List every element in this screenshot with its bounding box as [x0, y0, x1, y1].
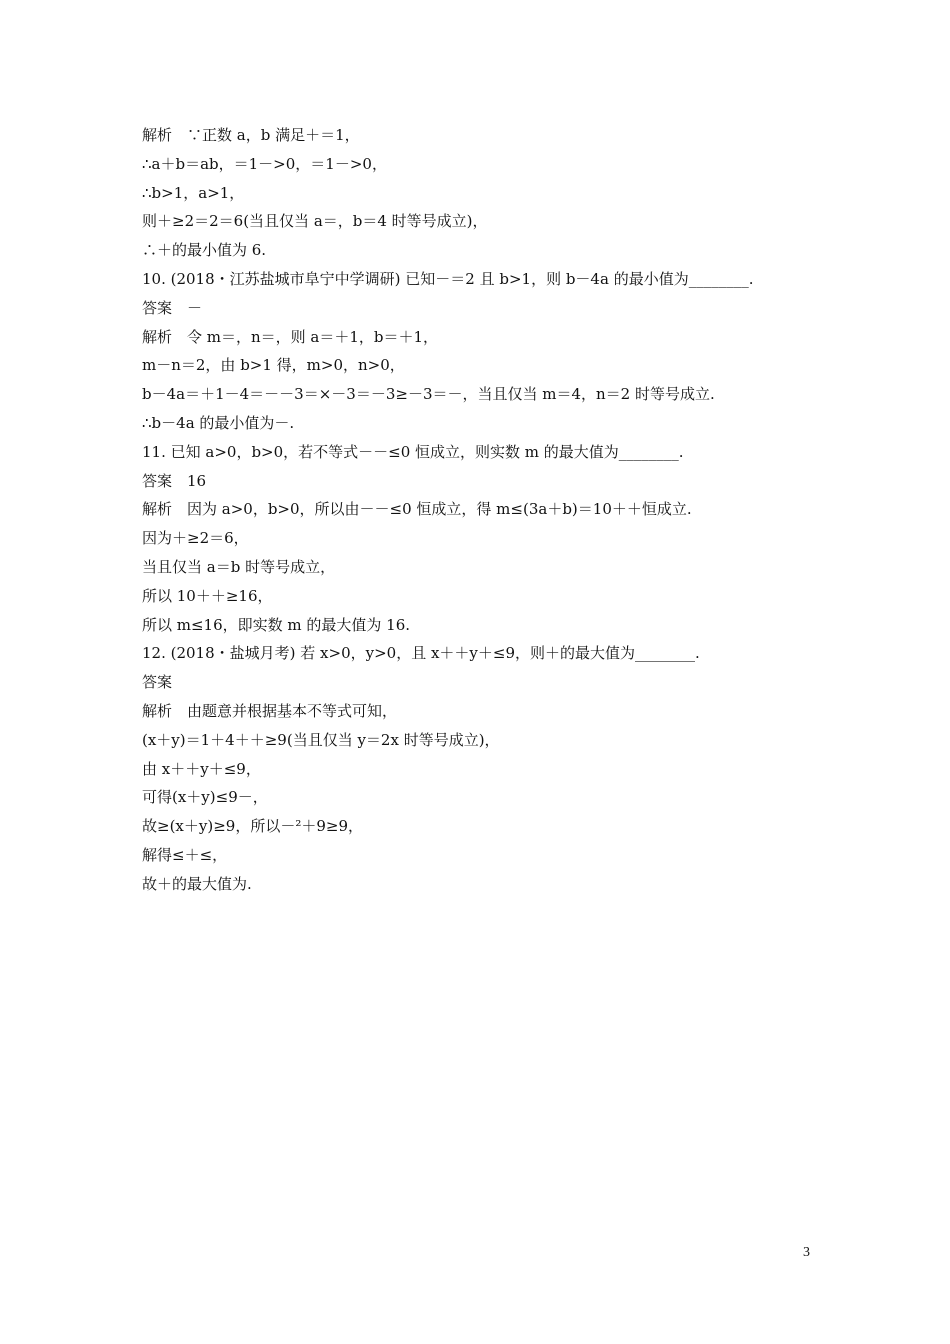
question-12: 12. (2018・盐城月考) 若 x>0，y>0，且 x＋＋y＋≤9，则＋的最大值为________.: [142, 644, 700, 663]
text-line: ∴b－4a 的最小值为－.: [142, 413, 295, 432]
text-line: 解得≤＋≤，: [142, 845, 228, 864]
page-number: 3: [803, 1245, 810, 1260]
answer-12: 答案: [142, 673, 173, 692]
text-line: 可得(x＋y)≤9－，: [142, 788, 268, 807]
text-line: 解析 令 m＝，n＝，则 a＝＋1，b＝＋1，: [142, 327, 439, 346]
document-body: [142, 121, 822, 899]
text-line: 故＋的最大值为.: [142, 874, 252, 893]
text-line: 解析 由题意并根据基本不等式可知，: [142, 701, 398, 720]
text-line: 则＋≥2＝2＝6(当且仅当 a＝，b＝4 时等号成立)，: [142, 212, 488, 231]
text-line: 故≥(x＋y)≥9，所以－²＋9≥9，: [142, 817, 363, 836]
question-10: 10. (2018・江苏盐城市阜宁中学调研) 已知－＝2 且 b>1，则 b－4a 的最小值为________.: [142, 269, 754, 288]
text-line: 所以 m≤16，即实数 m 的最大值为 16.: [142, 615, 411, 634]
text-line: 当且仅当 a＝b 时等号成立，: [142, 557, 336, 576]
text-line: 解析 因为 a>0，b>0，所以由－－≤0 恒成立，得 m≤(3a＋b)＝10＋＋恒成立.: [142, 500, 692, 519]
text-line: 解析 ∵正数 a，b 满足＋＝1，: [142, 126, 360, 144]
answer-10: 答案 －: [142, 298, 203, 317]
text-line: b－4a＝＋1－4＝－－3＝×－3＝－3≥－3＝－，当且仅当 m＝4，n＝2 时等号成立.: [142, 385, 715, 404]
text-line: 由 x＋＋y＋≤9，: [142, 759, 261, 778]
text-line: ∴＋的最小值为 6.: [142, 241, 267, 260]
text-line: m－n＝2，由 b>1 得，m>0，n>0，: [142, 356, 405, 375]
text-line: 所以 10＋＋≥16，: [142, 586, 273, 605]
text-line: ∴b>1，a>1，: [142, 183, 245, 202]
text-line: ∴a＋b＝ab，＝1－>0，＝1－>0，: [142, 154, 387, 173]
text-line: (x＋y)＝1＋4＋＋≥9(当且仅当 y＝2x 时等号成立)，: [142, 730, 500, 749]
answer-11: 答案 16: [142, 471, 207, 490]
text-line: 因为＋≥2＝6，: [142, 529, 249, 548]
question-11: 11. 已知 a>0，b>0，若不等式－－≤0 恒成立，则实数 m 的最大值为________.: [142, 442, 684, 461]
